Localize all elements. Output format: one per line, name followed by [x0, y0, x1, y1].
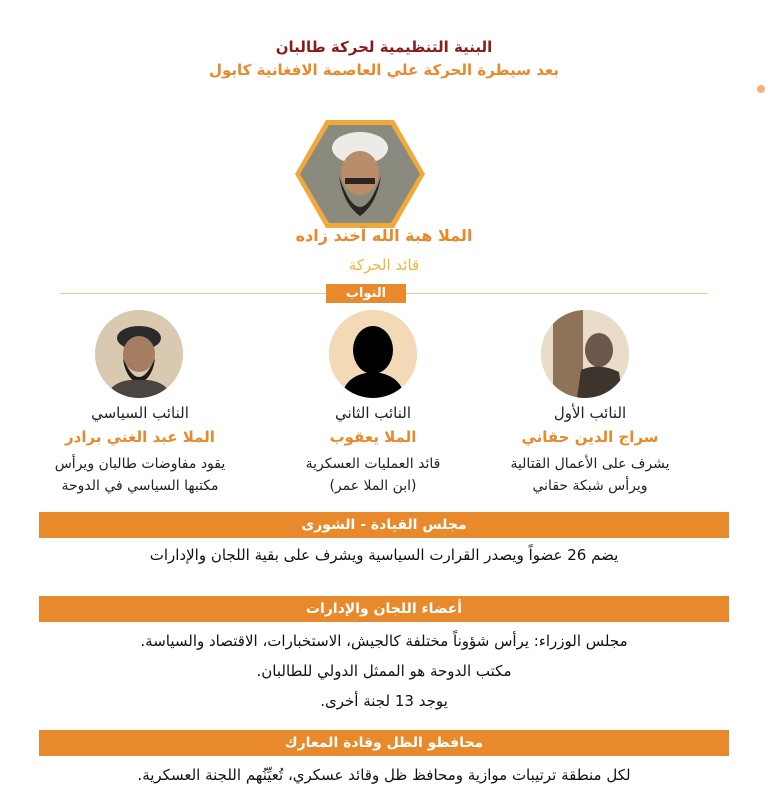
deputy-1-name: سراج الدين حقاني [521, 428, 659, 446]
deputy-2-name: الملا يعقوب [329, 428, 417, 446]
deputy-1-portrait-icon [541, 310, 629, 398]
deputy-1-desc-line1: يشرف على الأعمال القتالية [510, 456, 670, 472]
committees-line1: مجلس الوزراء: يرأس شؤوناً مختلفة كالجيش، الاستخبارات، الاقتصاد والسياسة. [140, 632, 628, 650]
committees-line3: يوجد 13 لجنة أخرى. [320, 692, 448, 710]
page-title: البنية التنظيمية لحركة طالبان [275, 38, 493, 56]
deputy-2-silhouette-icon [329, 310, 417, 398]
deputy-2-desc-line1: قائد العمليات العسكرية [305, 456, 441, 472]
deputy-3-desc-line2: مكتبها السياسي في الدوحة [61, 478, 219, 494]
deputy-2-desc-line2: (ابن الملا عمر) [329, 478, 417, 494]
deputy-3-photo [95, 310, 183, 398]
deputy-1-title: النائب الأول [553, 404, 627, 422]
deputy-3-name: الملا عبد الغني برادر [65, 428, 215, 446]
deputy-1-photo [541, 310, 629, 398]
deputy-3-title: النائب السياسي [91, 404, 189, 422]
shadow-text: لكل منطقة ترتيبات موازية ومحافظ ظل وقائد عسكري، تُعيِّنُهم اللجنة العسكرية. [137, 766, 631, 784]
deputy-1-desc-line2: ويرأس شبكة حقاني [532, 478, 648, 494]
shura-text: يضم 26 عضواً ويصدر القرارت السياسية ويشرف على بقية اللجان والإدارات [149, 546, 619, 564]
page-subtitle: بعد سيطرة الحركة علي العاصمة الافغانية كابول [208, 61, 560, 79]
leader-name: الملا هبة الله آخند زاده [295, 226, 473, 245]
shadow-heading: محافظو الظل وقادة المعارك [39, 730, 729, 756]
deputy-2-photo [329, 310, 417, 398]
deputies-label: النواب [326, 284, 406, 303]
leader-hexagon-frame [293, 118, 427, 230]
shura-heading: مجلس القيادة - الشورى [39, 512, 729, 538]
committees-heading: أعضاء اللجان والإدارات [39, 596, 729, 622]
committees-line2: مكتب الدوحة هو الممثل الدولي للطالبان. [256, 662, 512, 680]
leader-role: قائد الحركة [348, 256, 420, 274]
deputy-2-title: النائب الثاني [334, 404, 412, 422]
deputy-3-portrait-icon [95, 310, 183, 398]
deputy-3-desc-line1: يقود مفاوضات طالبان ويرأس [54, 456, 226, 472]
leader-portrait [293, 118, 427, 230]
edge-decoration [757, 85, 765, 93]
